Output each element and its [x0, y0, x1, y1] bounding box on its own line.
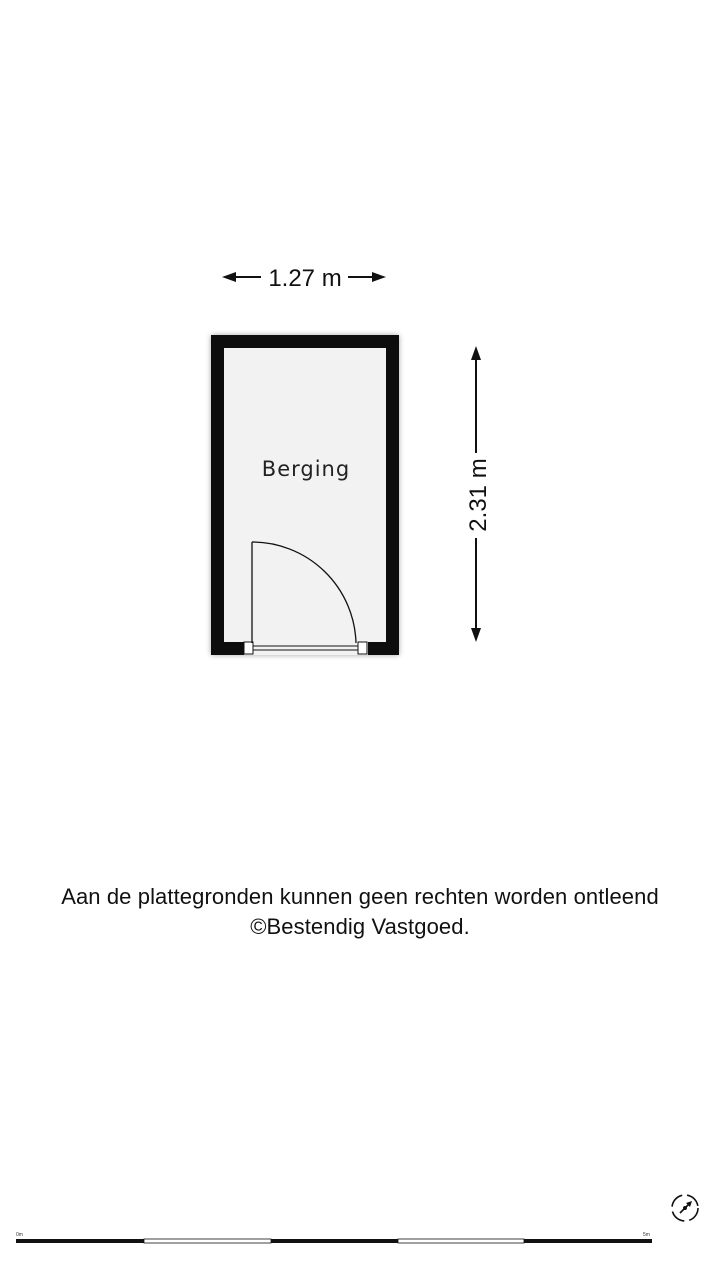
- scale-bar: [16, 1232, 652, 1243]
- width-dimension: [222, 265, 386, 292]
- copyright-text: ©Bestendig Vastgoed.: [250, 914, 470, 939]
- compass-icon: [672, 1195, 698, 1221]
- room-name: Berging: [261, 457, 351, 481]
- disclaimer-text: Aan de plattegronden kunnen geen rechten worden ontleend: [61, 884, 659, 909]
- width-label: 1.27 m: [268, 265, 342, 292]
- height-dimension: [465, 346, 492, 642]
- height-label: 2.31 m: [465, 458, 492, 532]
- room-berging: [211, 335, 399, 655]
- scale-start-label: 0m: [16, 1232, 23, 1238]
- scale-end-label: 5m: [643, 1232, 650, 1238]
